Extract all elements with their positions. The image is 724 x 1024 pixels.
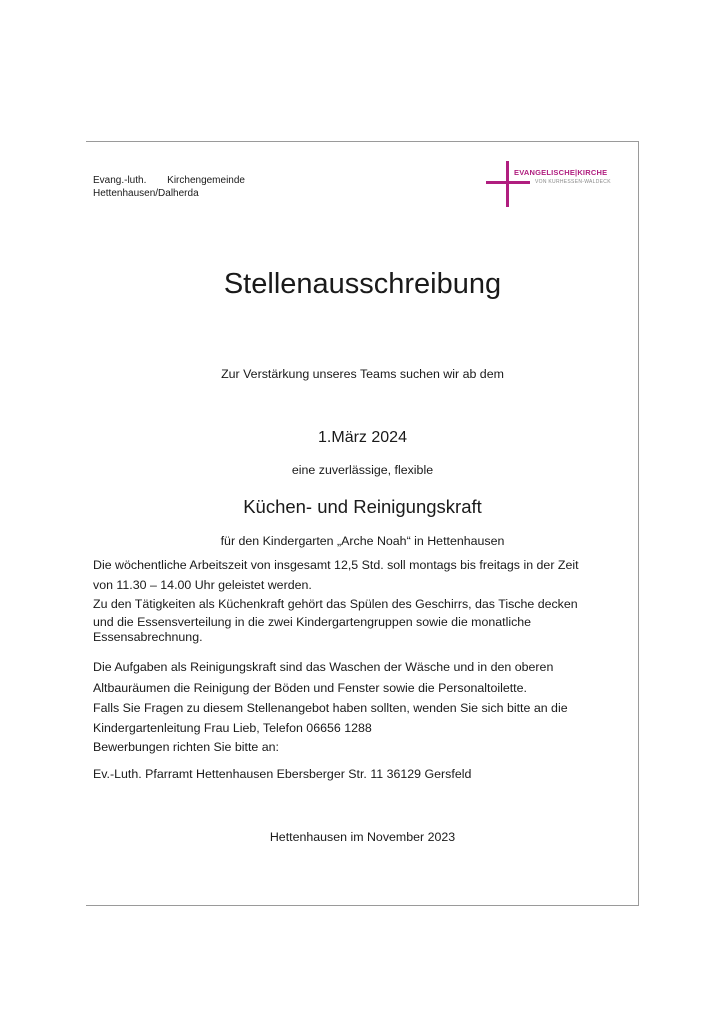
paragraph-working-hours xyxy=(93,556,633,645)
paragraph-line: Falls Sie Fragen zu diesem Stellenangebot haben sollten, wenden Sie sich bitte an die xyxy=(93,701,568,715)
frame-bottom-line xyxy=(86,905,639,906)
paragraph-line: und die Essensverteilung in die zwei Kindergartengruppen sowie die monatliche xyxy=(93,614,532,629)
logo-wordmark: EVANGELISCHE|KIRCHE xyxy=(514,168,608,177)
org-denomination: Evang.-luth. xyxy=(93,175,147,186)
church-logo xyxy=(484,160,614,208)
paragraph-line: Essensabrechnung. xyxy=(93,629,203,644)
page-title: Stellenausschreibung xyxy=(223,268,502,300)
frame-right-line xyxy=(638,141,639,906)
paragraph-line: Bewerbungen richten Sie bitte an: xyxy=(93,740,279,754)
position-title: Küchen- und Reinigungskraft xyxy=(243,496,482,517)
paragraph-line: Altbauräumen die Reinigung der Böden und Fenster sowie die Personaltoilette. xyxy=(93,681,527,695)
paragraph-line: von 11.30 – 14.00 Uhr geleistet werden. xyxy=(93,577,312,592)
logo-subline: VON KURHESSEN-WALDECK xyxy=(535,179,611,185)
frame-top-line xyxy=(86,141,639,142)
org-name-line2: Hettenhausen/Dalherda xyxy=(93,188,199,199)
org-name-line1 xyxy=(93,174,245,187)
paragraph-line: Zu den Tätigkeiten als Küchenkraft gehört das Spülen des Geschirrs, das Tische decken xyxy=(93,597,578,611)
closing-place-date: Hettenhausen im November 2023 xyxy=(269,830,456,844)
org-congregation: Kirchengemeinde xyxy=(167,175,245,186)
qualifier-text: eine zuverlässige, flexible xyxy=(291,463,434,477)
start-date: 1.März 2024 xyxy=(318,429,407,446)
application-address: Ev.-Luth. Pfarramt Hettenhausen Ebersberger Str. 11 36129 Gersfeld xyxy=(93,767,472,781)
paragraph-line: Die wöchentliche Arbeitszeit von insgesamt 12,5 Std. soll montags bis freitags in der Zeit xyxy=(93,558,579,572)
location-line: für den Kindergarten „Arche Noah“ in Hettenhausen xyxy=(220,534,505,548)
paragraph-line: Kindergartenleitung Frau Lieb, Telefon 06656 1288 xyxy=(93,720,372,735)
paragraph-line: Die Aufgaben als Reinigungskraft sind das Waschen der Wäsche und in den oberen xyxy=(93,660,554,674)
paragraph-duties-contact xyxy=(93,657,633,758)
intro-text: Zur Verstärkung unseres Teams suchen wir ab dem xyxy=(221,367,504,381)
